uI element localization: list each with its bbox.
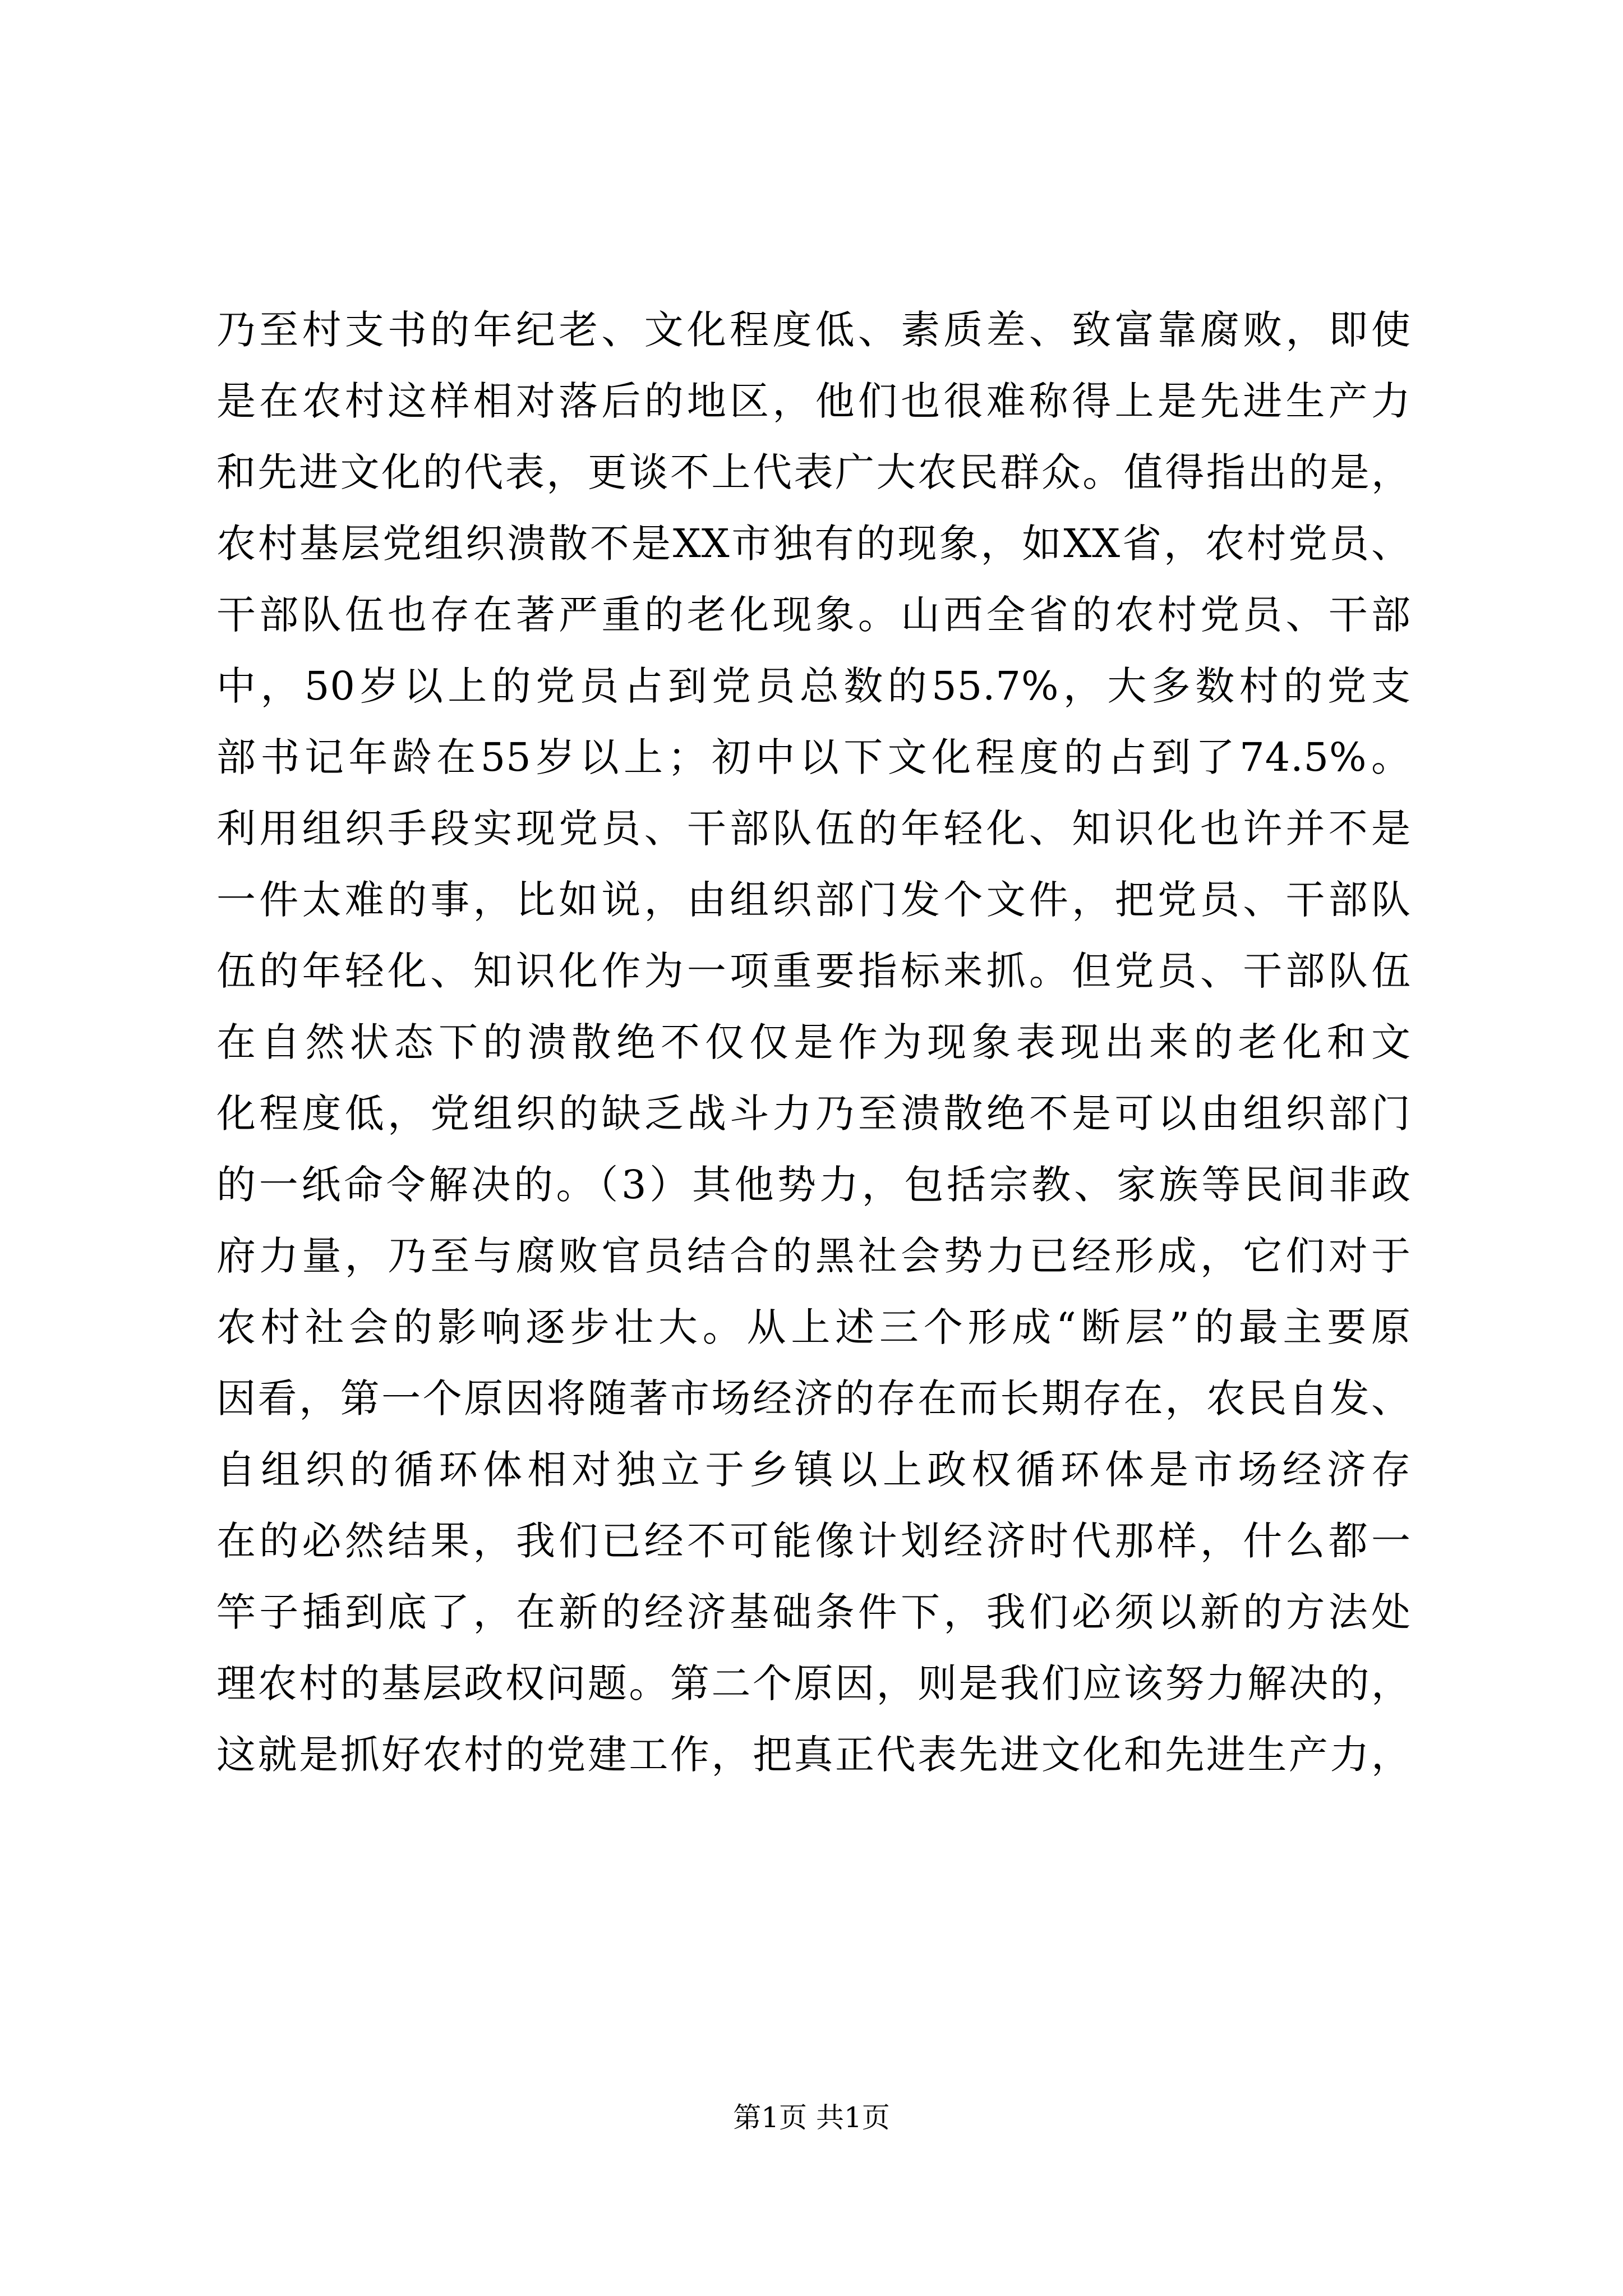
text-line: 部书记年龄在55岁以上；初中以下文化程度的占到了74.5%。	[216, 734, 1411, 780]
text-line: 乃至村支书的年纪老、文化程度低、素质差、致富靠腐败，即使	[216, 307, 1411, 353]
body-text	[216, 295, 1411, 1791]
text-line: 农村基层党组织溃散不是XX市独有的现象，如XX省，农村党员、	[216, 521, 1411, 567]
text-line: 竿子插到底了，在新的经济基础条件下，我们必须以新的方法处	[216, 1589, 1411, 1635]
text-line: 自组织的循环体相对独立于乡镇以上政权循环体是市场经济存	[216, 1447, 1411, 1493]
text-line: 中，50岁以上的党员占到党员总数的55.7%，大多数村的党支	[216, 663, 1411, 709]
text-line: 在的必然结果，我们已经不可能像计划经济时代那样，什么都一	[216, 1518, 1411, 1564]
text-line: 伍的年轻化、知识化作为一项重要指标来抓。但党员、干部队伍	[216, 948, 1411, 994]
page-number-label: 第1页 共1页	[733, 2101, 890, 2134]
text-line: 农村社会的影响逐步壮大。从上述三个形成“断层”的最主要原	[216, 1304, 1411, 1350]
text-line: 利用组织手段实现党员、干部队伍的年轻化、知识化也许并不是	[216, 806, 1411, 852]
text-line: 一件太难的事，比如说，由组织部门发个文件，把党员、干部队	[216, 877, 1411, 923]
text-line: 因看，第一个原因将随著市场经济的存在而长期存在，农民自发、	[216, 1375, 1411, 1421]
text-line: 是在农村这样相对落后的地区，他们也很难称得上是先进生产力	[216, 378, 1411, 424]
text-line: 的一纸命令解决的。（3）其他势力，包括宗教、家族等民间非政	[216, 1162, 1411, 1208]
text-line: 在自然状态下的溃散绝不仅仅是作为现象表现出来的老化和文	[216, 1019, 1411, 1065]
page-footer	[0, 2098, 1623, 2137]
text-line: 这就是抓好农村的党建工作，把真正代表先进文化和先进生产力，	[216, 1732, 1411, 1778]
text-line: 和先进文化的代表，更谈不上代表广大农民群众。值得指出的是，	[216, 449, 1411, 495]
text-line: 理农村的基层政权问题。第二个原因，则是我们应该努力解决的，	[216, 1660, 1411, 1706]
text-line: 化程度低，党组织的缺乏战斗力乃至溃散绝不是可以由组织部门	[216, 1091, 1411, 1137]
text-line: 府力量，乃至与腐败官员结合的黑社会势力已经形成，它们对于	[216, 1233, 1411, 1279]
text-line: 干部队伍也存在著严重的老化现象。山西全省的农村党员、干部	[216, 592, 1411, 638]
